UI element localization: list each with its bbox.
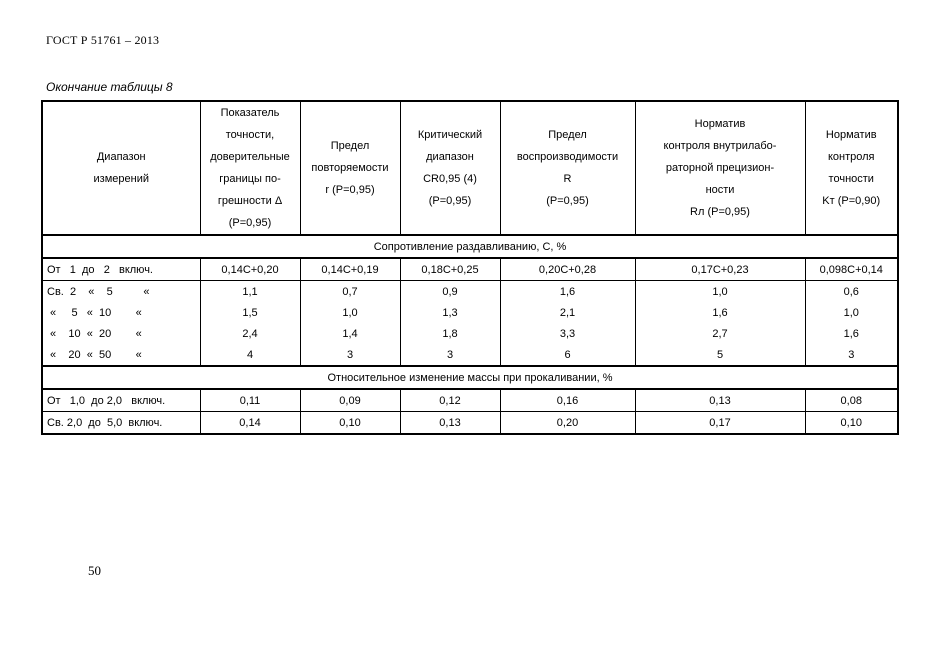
range-cell: « 10 « 20 «	[42, 323, 200, 344]
header-line: контроля внутрилабо-	[663, 140, 777, 152]
range-cell: « 20 « 50 «	[42, 344, 200, 366]
value-cell: 5	[635, 344, 805, 366]
value-cell: 0,14C+0,20	[200, 258, 300, 281]
value-cell: 3	[300, 344, 400, 366]
table-row	[42, 344, 898, 366]
value-cell: 1,6	[500, 281, 635, 303]
value-cell: 2,4	[200, 323, 300, 344]
value-cell: 3	[805, 344, 898, 366]
value-cell: 2,1	[500, 302, 635, 323]
header-line: доверительные	[210, 151, 290, 163]
header-line: Диапазон	[96, 151, 146, 163]
section-title: Сопротивление раздавливанию, С, %	[42, 235, 898, 258]
range-cell: От 1,0 до 2,0 включ.	[42, 389, 200, 412]
table-row	[42, 389, 898, 412]
value-cell: 0,7	[300, 281, 400, 303]
section-title: Относительное изменение массы при прокаливании, %	[42, 366, 898, 389]
value-cell: 0,17C+0,23	[635, 258, 805, 281]
value-cell: 1,4	[300, 323, 400, 344]
value-cell: 1,6	[635, 302, 805, 323]
range-cell: От 1 до 2 включ.	[42, 258, 200, 281]
value-cell: 6	[500, 344, 635, 366]
value-cell: 0,13	[400, 412, 500, 435]
value-cell: 0,14C+0,19	[300, 258, 400, 281]
header-line: (P=0,95)	[228, 217, 272, 229]
value-cell: 0,18C+0,25	[400, 258, 500, 281]
header-line: Предел	[548, 129, 587, 141]
value-cell: 0,09	[300, 389, 400, 412]
value-cell: 0,11	[200, 389, 300, 412]
range-cell: Св. 2 « 5 «	[42, 281, 200, 303]
value-cell: 0,9	[400, 281, 500, 303]
value-cell: 1,1	[200, 281, 300, 303]
value-cell: 0,13	[635, 389, 805, 412]
header-accuracy-control	[805, 101, 898, 235]
header-line: (P=0,95)	[428, 195, 472, 207]
table-row	[42, 281, 898, 303]
header-line: R	[563, 173, 572, 185]
header-line: Показатель	[220, 107, 280, 119]
value-cell: 1,3	[400, 302, 500, 323]
table-row	[42, 258, 898, 281]
section-header-row	[42, 235, 898, 258]
header-reproducibility	[500, 101, 635, 235]
header-intralab-precision	[635, 101, 805, 235]
header-line: Kт (P=0,90)	[822, 195, 881, 207]
header-line: Норматив	[694, 118, 746, 130]
header-row	[42, 101, 898, 235]
value-cell: 1,0	[300, 302, 400, 323]
value-cell: 0,12	[400, 389, 500, 412]
table-row	[42, 323, 898, 344]
value-cell: 2,7	[635, 323, 805, 344]
value-cell: 0,14	[200, 412, 300, 435]
header-line: CR0,95 (4)	[423, 173, 477, 185]
header-line: r (P=0,95)	[325, 184, 375, 196]
header-accuracy	[200, 101, 300, 235]
header-line: точности,	[225, 129, 275, 141]
value-cell: 0,20C+0,28	[500, 258, 635, 281]
header-line: повторяемости	[311, 162, 389, 174]
value-cell: 4	[200, 344, 300, 366]
range-cell: Св. 2,0 до 5,0 включ.	[42, 412, 200, 435]
value-cell: 0,098C+0,14	[805, 258, 898, 281]
value-cell: 1,8	[400, 323, 500, 344]
header-line: Предел	[330, 140, 370, 152]
header-critical-range	[400, 101, 500, 235]
header-line: диапазон	[426, 151, 474, 163]
value-cell: 1,5	[200, 302, 300, 323]
header-line: ности	[705, 184, 735, 196]
value-cell: 0,10	[300, 412, 400, 435]
table-body	[42, 235, 898, 434]
header-line: Rл (P=0,95)	[690, 206, 750, 218]
value-cell: 0,08	[805, 389, 898, 412]
document-header: ГОСТ Р 51761 – 2013	[46, 33, 160, 47]
header-line: измерений	[93, 173, 149, 185]
header-line: грешности Δ	[217, 195, 283, 207]
header-line: контроля	[827, 151, 875, 163]
value-cell: 0,20	[500, 412, 635, 435]
header-repeatability	[300, 101, 400, 235]
header-line: (P=0,95)	[546, 195, 589, 207]
value-cell: 0,6	[805, 281, 898, 303]
value-cell: 1,0	[805, 302, 898, 323]
value-cell: 0,16	[500, 389, 635, 412]
value-cell: 1,0	[635, 281, 805, 303]
header-line: Норматив	[825, 129, 877, 141]
page-number: 50	[88, 563, 101, 578]
value-cell: 3,3	[500, 323, 635, 344]
header-line: раторной прецизион-	[665, 162, 775, 174]
value-cell: 0,17	[635, 412, 805, 435]
range-cell: « 5 « 10 «	[42, 302, 200, 323]
header-line: точности	[828, 173, 874, 185]
section-header-row	[42, 366, 898, 389]
data-table	[41, 100, 899, 435]
header-line: границы по-	[219, 173, 281, 185]
header-line: воспроизводимости	[516, 151, 619, 163]
value-cell: 0,10	[805, 412, 898, 435]
value-cell: 1,6	[805, 323, 898, 344]
header-line: Критический	[417, 129, 483, 141]
table-row	[42, 412, 898, 435]
value-cell: 3	[400, 344, 500, 366]
table-row	[42, 302, 898, 323]
header-range	[42, 101, 200, 235]
table-caption: Окончание таблицы 8	[46, 80, 173, 94]
